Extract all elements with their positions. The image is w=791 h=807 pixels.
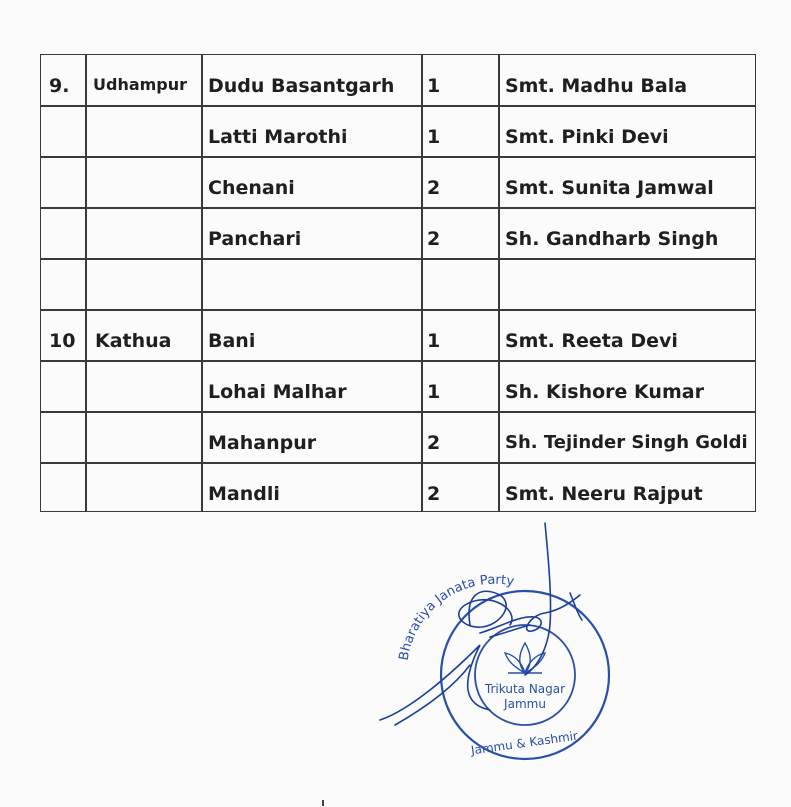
column-divider xyxy=(421,55,423,511)
district-name: Udhampur xyxy=(93,75,188,94)
row-divider xyxy=(41,207,755,209)
block-name: Lohai Malhar xyxy=(208,381,347,403)
candidate-name: Sh. Kishore Kumar xyxy=(505,381,704,403)
phase-number: 1 xyxy=(427,75,441,97)
candidate-name: Sh. Tejinder Singh Goldi xyxy=(505,432,748,453)
row-divider xyxy=(41,309,755,311)
block-name: Bani xyxy=(208,330,256,352)
lotus-emblem-icon xyxy=(505,643,545,673)
phase-number: 2 xyxy=(427,432,441,454)
block-name: Panchari xyxy=(208,228,302,250)
row-divider xyxy=(41,258,755,260)
block-name: Dudu Basantgarh xyxy=(208,75,395,97)
seal-line-1: Trikuta Nagar xyxy=(484,682,566,696)
candidate-name: Sh. Gandharb Singh xyxy=(505,228,719,250)
phase-number: 1 xyxy=(427,330,441,352)
district-name: Kathua xyxy=(95,330,172,352)
results-table xyxy=(40,54,756,512)
candidate-name: Smt. Reeta Devi xyxy=(505,330,678,352)
candidate-name: Smt. Pinki Devi xyxy=(505,126,669,148)
block-name: Latti Marothi xyxy=(208,126,348,148)
block-name: Chenani xyxy=(208,177,295,199)
candidate-name: Smt. Madhu Bala xyxy=(505,75,688,97)
block-name: Mandli xyxy=(208,483,280,505)
phase-number: 2 xyxy=(427,177,441,199)
block-name: Mahanpur xyxy=(208,432,317,454)
column-divider xyxy=(498,55,500,511)
phase-number: 1 xyxy=(427,126,441,148)
page-mark xyxy=(322,800,324,806)
phase-number: 1 xyxy=(427,381,441,403)
candidate-name: Smt. Neeru Rajput xyxy=(505,483,703,505)
phase-number: 2 xyxy=(427,483,441,505)
candidate-name: Smt. Sunita Jamwal xyxy=(505,177,714,199)
row-divider xyxy=(41,462,755,464)
row-divider xyxy=(41,105,755,107)
column-divider xyxy=(201,55,203,511)
serial-number: 10 xyxy=(49,330,76,352)
seal-line-2: Jammu xyxy=(504,697,546,711)
seal-ring-text: Bharatiya Janata Party xyxy=(396,572,516,662)
row-divider xyxy=(41,360,755,362)
party-seal-stamp xyxy=(370,515,620,775)
row-divider xyxy=(41,156,755,158)
phase-number: 2 xyxy=(427,228,441,250)
seal-bottom-text: Jammu & Kashmir xyxy=(470,728,579,758)
column-divider xyxy=(85,55,87,511)
serial-number: 9. xyxy=(49,75,70,97)
row-divider xyxy=(41,411,755,413)
